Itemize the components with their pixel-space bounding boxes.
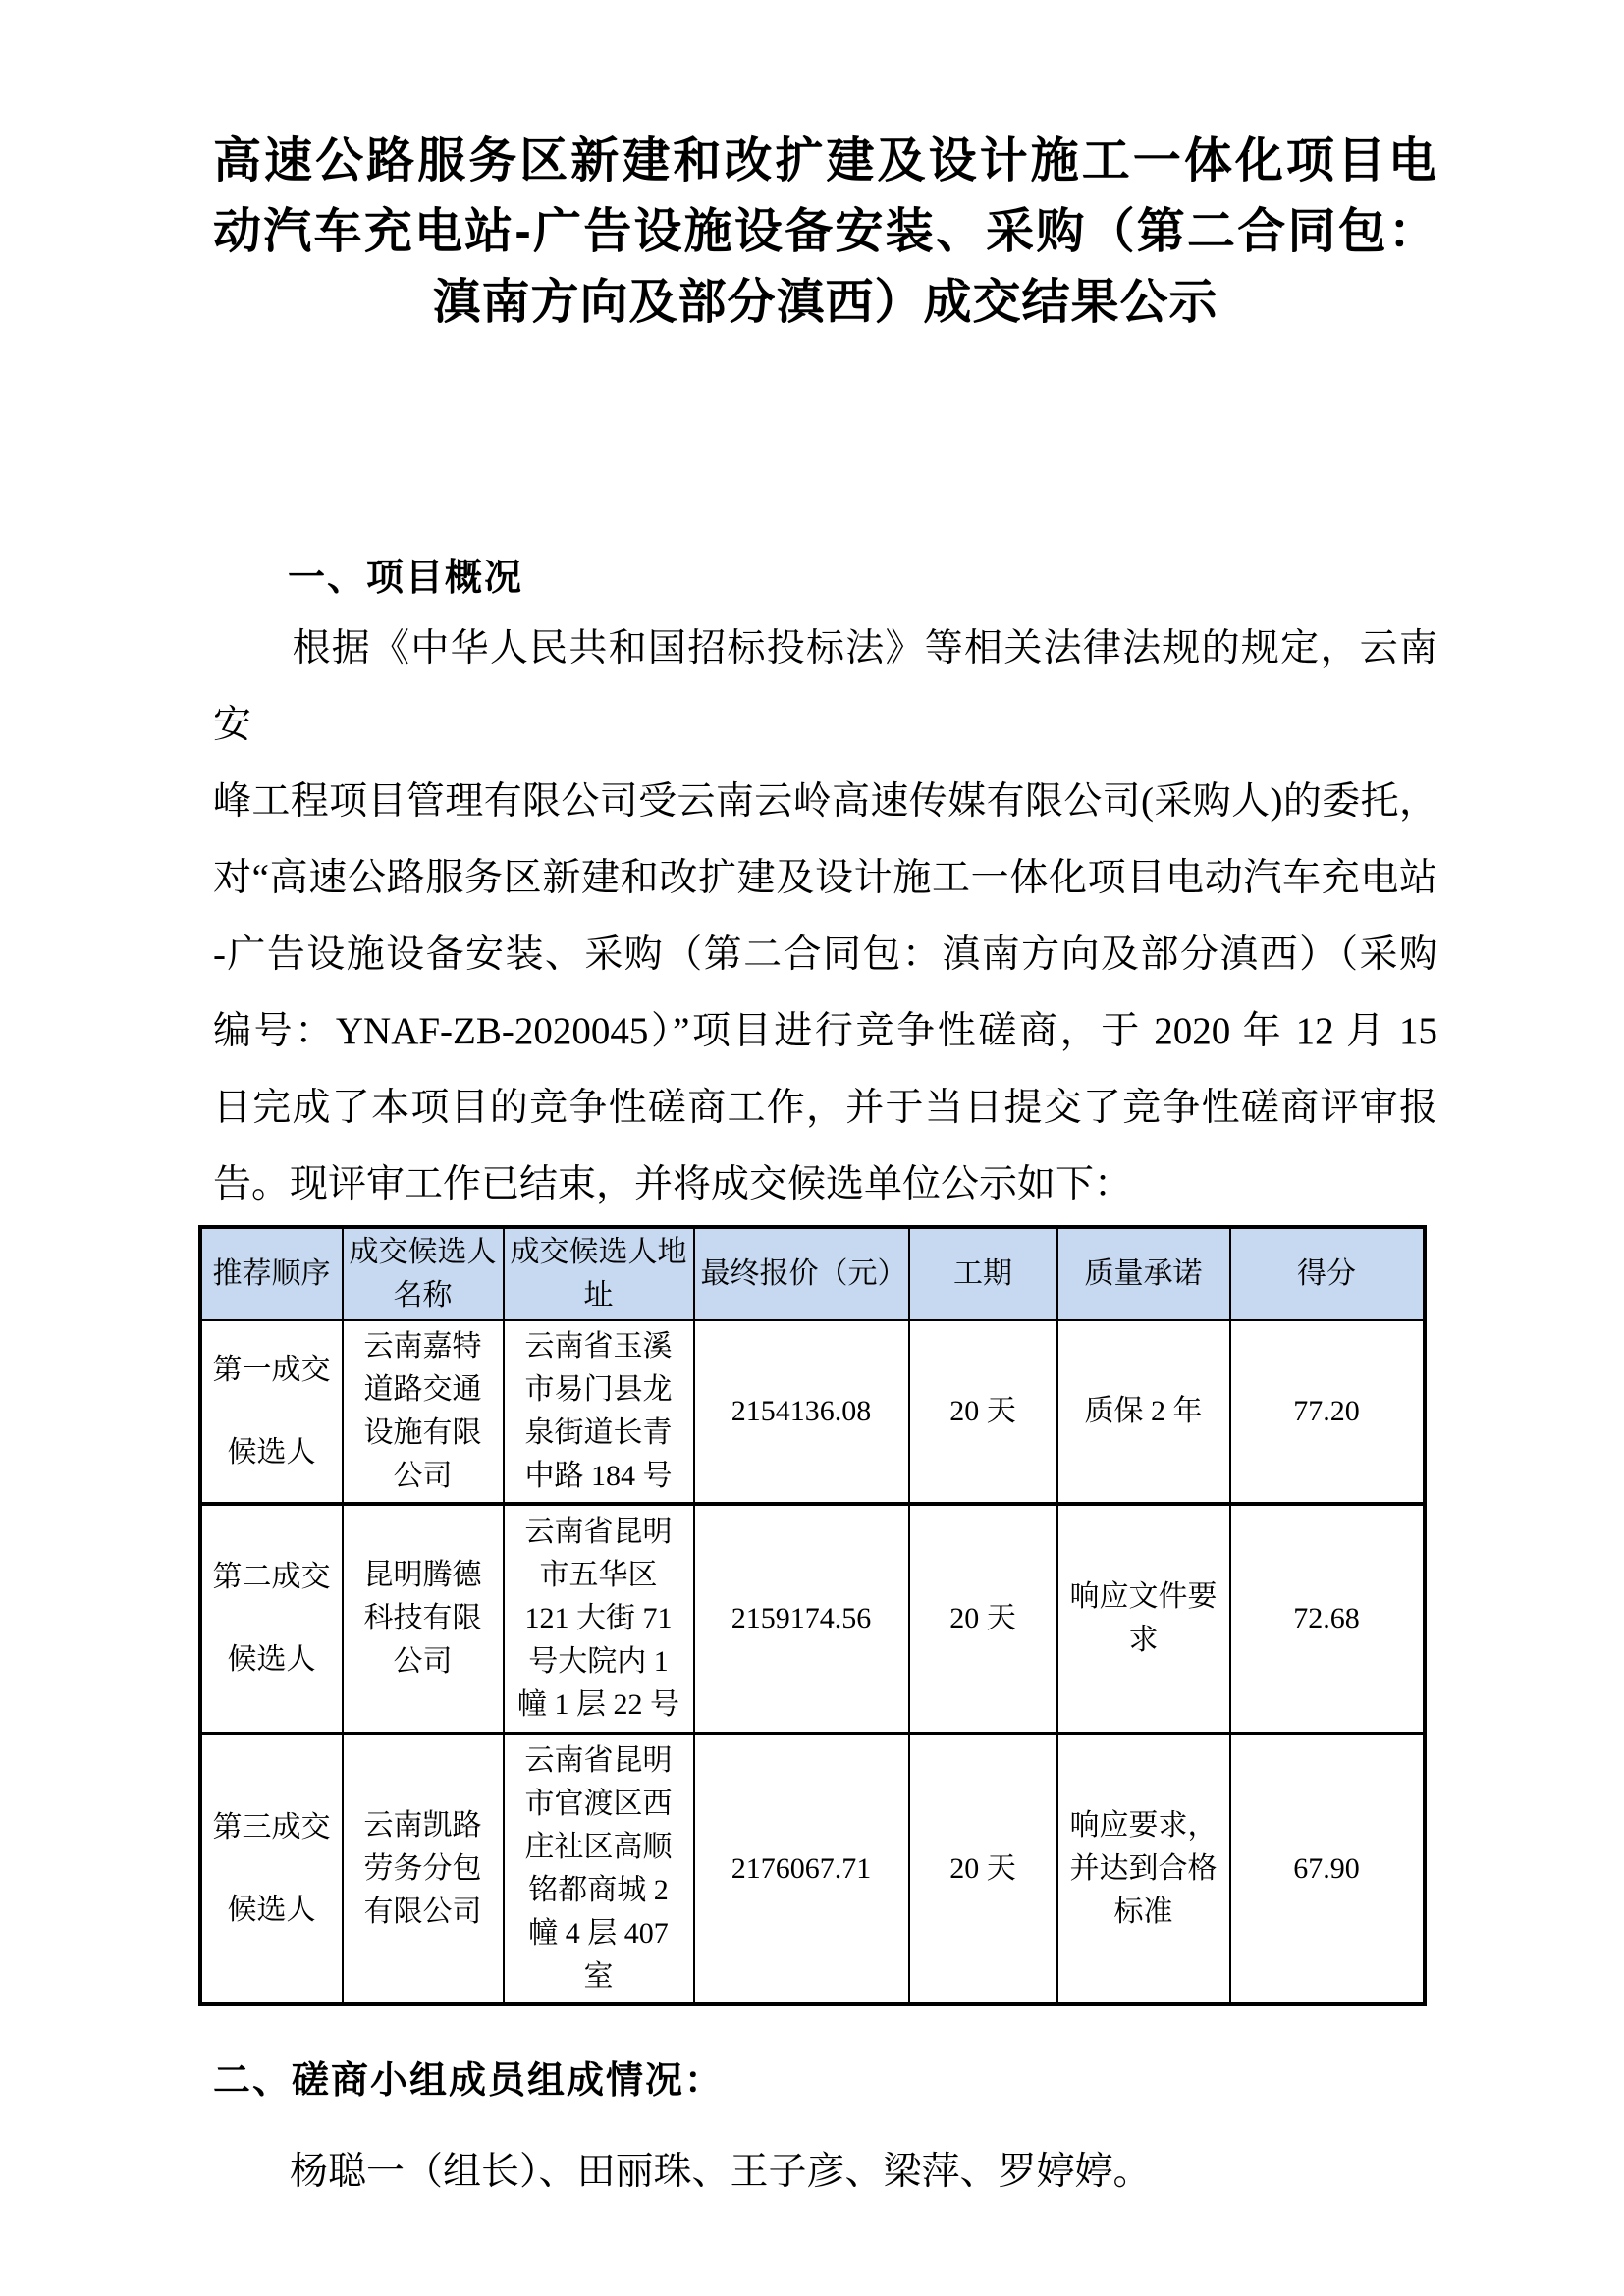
final-price-cell: 2154136.08	[694, 1320, 909, 1504]
document-content	[213, 0, 1437, 1223]
column-header-rank: 推荐顺序	[200, 1227, 343, 1320]
score-cell: 67.90	[1230, 1734, 1425, 2004]
table-header-row	[200, 1227, 1425, 1320]
rank-cell: 第三成交候选人	[200, 1734, 343, 2004]
results-table	[198, 1225, 1427, 2006]
candidate-address-cell: 云南省昆明市五华区 121 大街 71 号大院内 1 幢 1 层 22 号	[504, 1504, 694, 1734]
candidate-name-cell: 云南凯路劳务分包有限公司	[343, 1734, 504, 2004]
final-price-cell: 2176067.71	[694, 1734, 909, 2004]
table-row	[200, 1504, 1425, 1734]
document-title-line-1: 高速公路服务区新建和改扩建及设计施工一体化项目电	[213, 134, 1437, 187]
candidate-address-cell: 云南省玉溪市易门县龙泉街道长青中路 184 号	[504, 1320, 694, 1504]
score-cell: 72.68	[1230, 1504, 1425, 1734]
candidate-name-cell: 云南嘉特道路交通设施有限公司	[343, 1320, 504, 1504]
column-header-candidate-name: 成交候选人名称	[343, 1227, 504, 1320]
final-price-cell: 2159174.56	[694, 1504, 909, 1734]
document-title	[213, 0, 1437, 338]
results-table-container	[0, 1225, 1624, 2006]
quality-commitment-cell: 响应文件要求	[1057, 1504, 1230, 1734]
rank-cell: 第一成交候选人	[200, 1320, 343, 1504]
column-header-candidate-address: 成交候选人地址	[504, 1227, 694, 1320]
duration-cell: 20 天	[909, 1320, 1057, 1504]
score-cell: 77.20	[1230, 1320, 1425, 1504]
paragraph-line: 告。现评审工作已结束，并将成交候选单位公示如下：	[213, 1163, 1133, 1205]
column-header-score: 得分	[1230, 1227, 1425, 1320]
panel-members-line: 杨聪一（组长）、田丽珠、王子彦、梁萍、罗婷婷。	[290, 2151, 1152, 2193]
quality-commitment-cell: 响应要求，并达到合格标准	[1057, 1734, 1230, 2004]
paragraph-line: 峰工程项目管理有限公司受云南云岭高速传媒有限公司(采购人)的委托，	[213, 780, 1437, 823]
candidate-address-cell: 云南省昆明市官渡区西庄社区高顺铭都商城 2 幢 4 层 407 室	[504, 1734, 694, 2004]
quality-commitment-cell: 质保 2 年	[1057, 1320, 1230, 1504]
duration-cell: 20 天	[909, 1504, 1057, 1734]
rank-cell: 第二成交候选人	[200, 1504, 343, 1734]
paragraph-line: 对“高速公路服务区新建和改扩建及设计施工一体化项目电动汽车充电站	[213, 857, 1437, 899]
section-1-heading: 一、项目概况	[288, 558, 524, 599]
duration-cell: 20 天	[909, 1734, 1057, 2004]
column-header-duration: 工期	[909, 1227, 1057, 1320]
document-title-line-3: 滇南方向及部分滇西）成交结果公示	[432, 276, 1218, 329]
paragraph-line: -广告设施设备安装、采购（第二合同包：滇南方向及部分滇西）（采购	[213, 934, 1437, 976]
document-title-line-2: 动汽车充电站-广告设施设备安装、采购（第二合同包：	[213, 205, 1437, 258]
document-footer-content	[213, 2057, 1437, 2197]
table-row	[200, 1320, 1425, 1504]
column-header-final-price: 最终报价（元）	[694, 1227, 909, 1320]
paragraph-line: 根据《中华人民共和国招标投标法》等相关法律法规的规定，云南安	[213, 627, 1437, 746]
paragraph-line: 日完成了本项目的竞争性磋商工作，并于当日提交了竞争性磋商评审报	[213, 1087, 1437, 1129]
column-header-quality-commitment: 质量承诺	[1057, 1227, 1230, 1320]
paragraph-line: 编号：YNAF-ZB-2020045）”项目进行竞争性磋商，于 2020 年 12 月 15	[213, 1010, 1437, 1052]
table-row	[200, 1734, 1425, 2004]
candidate-name-cell: 昆明腾德科技有限公司	[343, 1504, 504, 1734]
project-overview-paragraph	[213, 611, 1437, 1223]
section-2-heading: 二、磋商小组成员组成情况：	[213, 2060, 725, 2102]
